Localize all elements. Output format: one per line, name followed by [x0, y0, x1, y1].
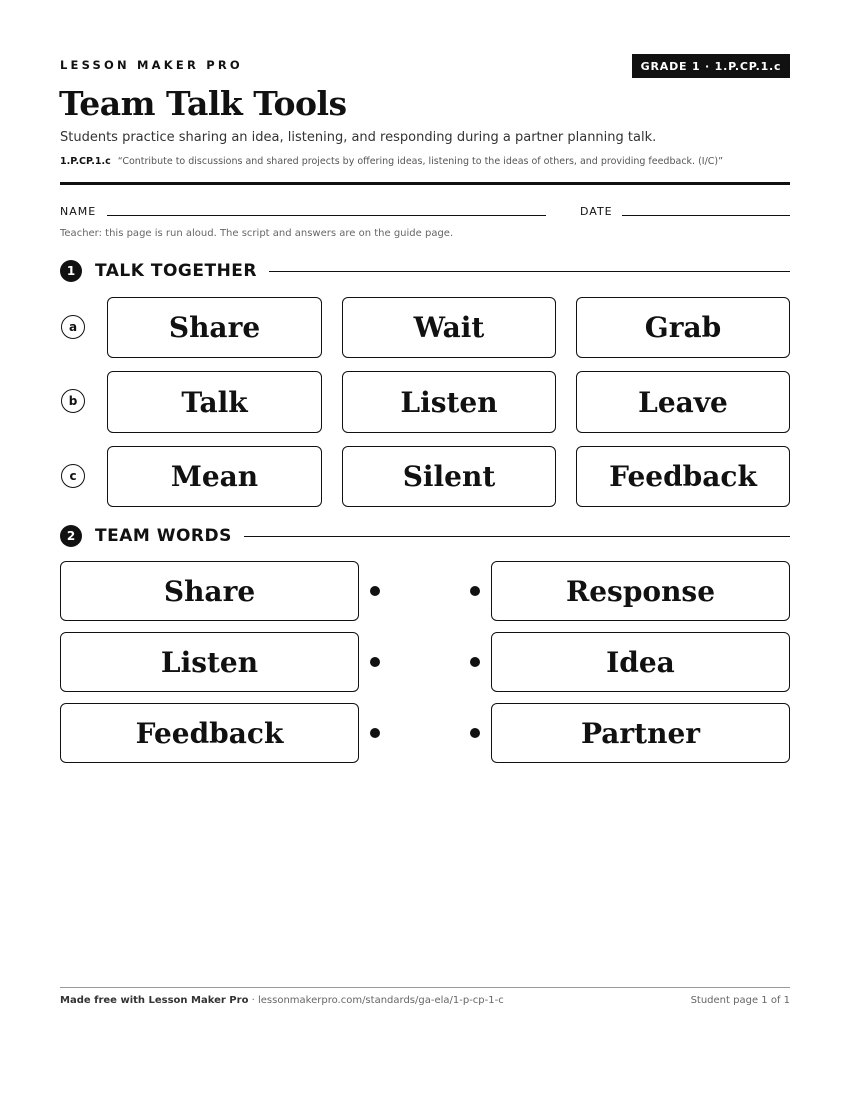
word-card[interactable]: Feedback [576, 446, 790, 507]
section-title: TEAM WORDS [95, 526, 232, 546]
header-divider [60, 182, 790, 185]
match-dot-left[interactable] [370, 657, 380, 667]
section-number-badge: 1 [60, 260, 82, 282]
footer-page-number: Student page 1 of 1 [690, 995, 790, 1006]
section-number-badge: 2 [60, 525, 82, 547]
word-card[interactable]: Share [107, 297, 322, 358]
name-label: NAME [60, 205, 97, 218]
match-left-card[interactable]: Listen [60, 632, 359, 692]
footer-divider [60, 987, 790, 988]
footer-url[interactable]: · lessonmakerpro.com/standards/ga-ela/1-p-cp-1-c [248, 995, 504, 1006]
footer-made-with: Made free with Lesson Maker Pro [60, 995, 249, 1006]
match-dot-left[interactable] [370, 586, 380, 596]
word-card[interactable]: Listen [342, 371, 556, 433]
teacher-note: Teacher: this page is run aloud. The script and answers are on the guide page. [60, 228, 454, 239]
grade-badge: GRADE 1 · 1.P.CP.1.c [632, 54, 790, 78]
date-label: DATE [580, 205, 613, 218]
standard-text: “Contribute to discussions and shared projects by offering ideas, listening to the ideas of others, and providing feedback. (I/C)” [117, 156, 724, 167]
match-left-card[interactable]: Share [60, 561, 359, 621]
date-field[interactable] [622, 215, 790, 216]
section-title: TALK TOGETHER [95, 261, 257, 281]
standard-line [60, 156, 723, 167]
match-left-card[interactable]: Feedback [60, 703, 359, 763]
row-letter-a: a [61, 315, 85, 339]
match-dot-left[interactable] [370, 728, 380, 738]
section-divider [244, 536, 790, 537]
match-right-card[interactable]: Response [491, 561, 790, 621]
word-card[interactable]: Wait [342, 297, 556, 358]
word-card[interactable]: Silent [342, 446, 556, 507]
name-field[interactable] [107, 215, 546, 216]
section-divider [269, 271, 790, 272]
match-right-card[interactable]: Partner [491, 703, 790, 763]
section-2-header [60, 525, 790, 547]
row-letter-c: c [61, 464, 85, 488]
match-right-card[interactable]: Idea [491, 632, 790, 692]
brand-name: LESSON MAKER PRO [60, 58, 243, 72]
row-letter-b: b [61, 389, 85, 413]
match-dot-right[interactable] [470, 728, 480, 738]
standard-code: 1.P.CP.1.c [60, 156, 111, 167]
word-card[interactable]: Grab [576, 297, 790, 358]
page-title: Team Talk Tools [59, 84, 347, 123]
word-card[interactable]: Leave [576, 371, 790, 433]
footer-credit [60, 995, 504, 1006]
section-1-header [60, 260, 790, 282]
word-card[interactable]: Mean [107, 446, 322, 507]
word-card[interactable]: Talk [107, 371, 322, 433]
match-dot-right[interactable] [470, 586, 480, 596]
page-subtitle: Students practice sharing an idea, listening, and responding during a partner planning talk. [60, 130, 657, 145]
match-dot-right[interactable] [470, 657, 480, 667]
